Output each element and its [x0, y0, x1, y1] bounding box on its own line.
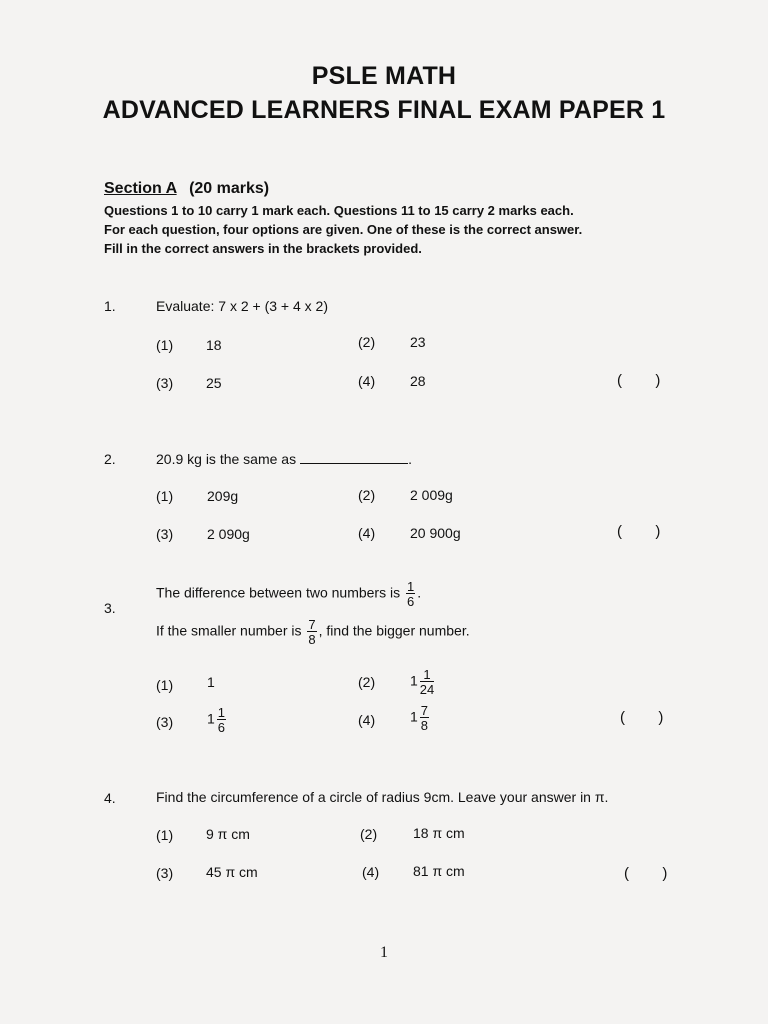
page-number: 1 [380, 944, 388, 961]
option-number: (3) [156, 526, 174, 542]
fraction [420, 668, 434, 696]
option-value: 45 π cm [206, 864, 258, 880]
question-text-end: . [417, 584, 422, 601]
option-number: (2) [360, 826, 378, 842]
title-line-2: ADVANCED LEARNERS FINAL EXAM PAPER 1 [102, 96, 666, 124]
question-number: 2. [104, 451, 116, 467]
fraction-denominator: 8 [308, 632, 316, 647]
option-number: (2) [358, 487, 376, 503]
option-number: (4) [358, 525, 376, 541]
fraction [420, 704, 429, 732]
section-name: Section A [104, 180, 177, 197]
option-value: 9 π cm [206, 826, 250, 842]
answer-bracket[interactable]: ( ) [620, 709, 664, 726]
mixed-number [410, 704, 431, 732]
option-number: (1) [156, 488, 174, 504]
option-value: 18 [206, 337, 222, 353]
option-value: 1 [207, 674, 215, 690]
fraction-numerator: 1 [217, 705, 226, 720]
fraction-denominator: 24 [419, 682, 435, 697]
question-text-end: . [408, 451, 412, 467]
option-value: 81 π cm [413, 863, 465, 879]
option-value: 2 009g [410, 487, 453, 503]
option-number: (1) [156, 337, 174, 353]
question-number: 4. [104, 790, 116, 806]
question-number: 3. [104, 600, 116, 616]
mixed-whole: 1 [410, 708, 418, 725]
option-value: 25 [206, 375, 222, 391]
question-text-part: The difference between two numbers is [156, 584, 401, 601]
option-number: (3) [156, 714, 174, 730]
fraction-numerator: 1 [407, 579, 415, 594]
option-number: (3) [156, 375, 174, 391]
option-number: (4) [362, 864, 380, 880]
section-heading [104, 180, 269, 198]
option-value: 209g [207, 488, 239, 504]
question-text: Evaluate: 7 x 2 + (3 + 4 x 2) [156, 298, 328, 314]
option-value: 18 π cm [413, 825, 465, 841]
question-text-end: , find the bigger number. [318, 622, 470, 639]
option-number: (4) [358, 712, 376, 728]
mixed-whole: 1 [410, 672, 418, 689]
fraction [307, 618, 316, 646]
fraction [406, 580, 415, 608]
option-number: (3) [156, 865, 174, 881]
option-number: (4) [358, 373, 376, 389]
answer-bracket[interactable]: ( ) [617, 372, 661, 389]
answer-bracket[interactable]: ( ) [624, 865, 668, 882]
question-text [156, 618, 470, 646]
question-text: Find the circumference of a circle of radius 9cm. Leave your answer in π. [156, 789, 609, 805]
fraction-numerator: 7 [308, 617, 316, 632]
section-marks: (20 marks) [189, 180, 270, 197]
option-value: 2 090g [207, 526, 250, 542]
fraction-denominator: 6 [217, 720, 226, 735]
instruction-line: For each question, four options are given. One of these is the correct answer. [104, 222, 583, 237]
title-line-1: PSLE MATH [311, 62, 457, 90]
fraction [217, 706, 226, 734]
mixed-number [207, 706, 228, 734]
option-value: 20 900g [410, 525, 461, 541]
option-number: (1) [156, 677, 174, 693]
fraction-numerator: 1 [420, 668, 434, 682]
option-value: 23 [410, 334, 426, 350]
question-text-part: 20.9 kg is the same as [156, 451, 297, 467]
answer-blank-line [300, 463, 408, 464]
mixed-number [410, 668, 436, 696]
fraction-denominator: 6 [407, 594, 415, 609]
option-number: (2) [358, 334, 376, 350]
question-text [156, 451, 412, 467]
question-text [156, 580, 421, 608]
fraction-numerator: 7 [420, 703, 429, 718]
fraction-denominator: 8 [420, 718, 429, 733]
instruction-line: Fill in the correct answers in the brackets provided. [104, 241, 422, 256]
instruction-line: Questions 1 to 10 carry 1 mark each. Questions 11 to 15 carry 2 marks each. [104, 203, 574, 218]
option-number: (2) [358, 674, 376, 690]
question-text-part: If the smaller number is [156, 622, 302, 639]
option-value: 28 [410, 373, 426, 389]
mixed-whole: 1 [207, 710, 215, 727]
question-number: 1. [104, 298, 116, 314]
option-number: (1) [156, 827, 174, 843]
answer-bracket[interactable]: ( ) [617, 523, 661, 540]
